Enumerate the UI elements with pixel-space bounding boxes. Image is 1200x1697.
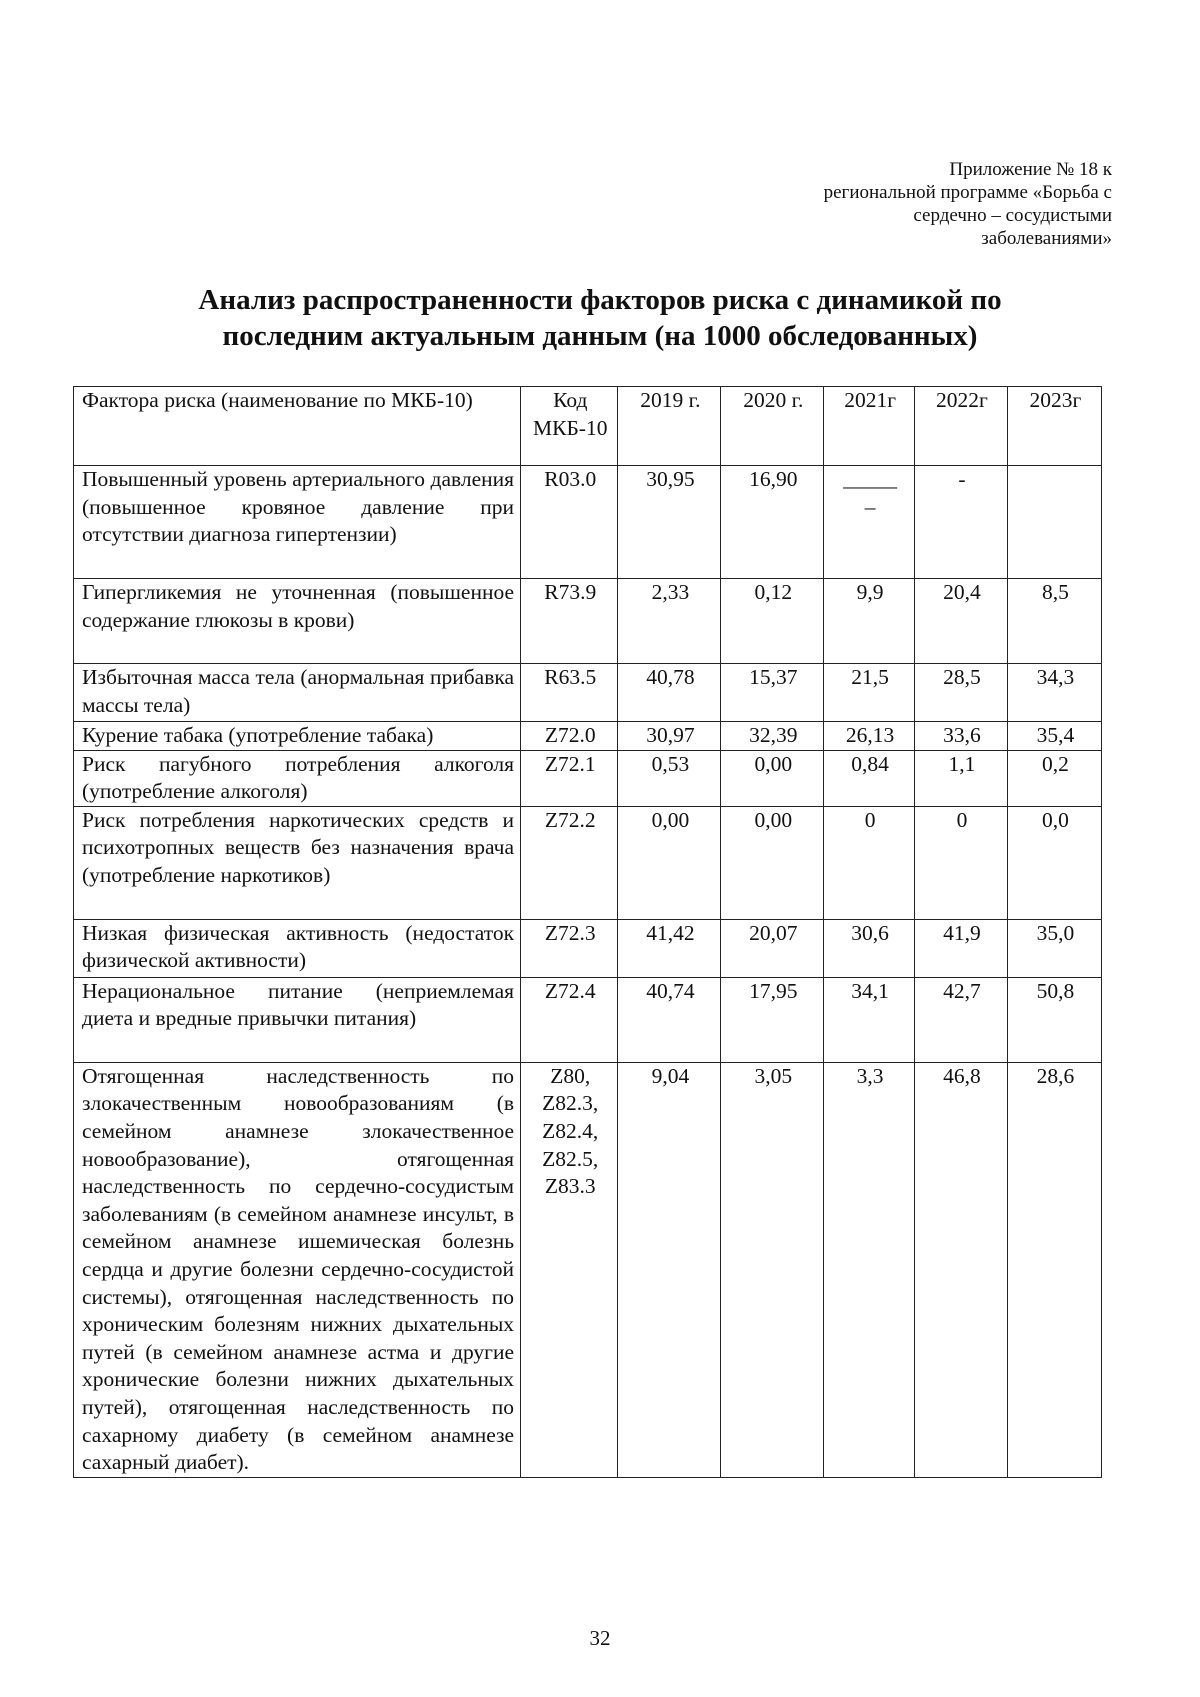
value-2021: 30,6 bbox=[824, 919, 915, 977]
value-2021-dash: – bbox=[864, 494, 876, 519]
value-2019: 0,00 bbox=[618, 806, 721, 919]
value-2019: 30,97 bbox=[618, 722, 721, 751]
value-2022: 42,7 bbox=[914, 977, 1007, 1062]
value-2021 bbox=[824, 466, 915, 579]
value-2022: 46,8 bbox=[914, 1062, 1007, 1477]
factor-name: Риск потребления наркотических средств и психотропных веществ без назначения врача (употребление наркотиков) bbox=[74, 806, 521, 919]
value-2019: 0,53 bbox=[618, 750, 721, 806]
value-2020: 0,12 bbox=[721, 579, 824, 664]
page-number: 32 bbox=[589, 1626, 611, 1650]
value-2023: 0,2 bbox=[1007, 750, 1101, 806]
annex-note bbox=[772, 158, 1112, 250]
value-2020: 32,39 bbox=[721, 722, 824, 751]
title-line: Анализ распространенности факторов риска с динамикой по bbox=[198, 284, 1002, 316]
table-row bbox=[74, 1062, 1102, 1477]
value-2022: 41,9 bbox=[914, 919, 1007, 977]
table-row bbox=[74, 806, 1102, 919]
value-2022: 0 bbox=[914, 806, 1007, 919]
table-header-row bbox=[74, 387, 1102, 466]
value-2020: 0,00 bbox=[721, 806, 824, 919]
header-2020: 2020 г. bbox=[721, 387, 824, 466]
value-2021: 9,9 bbox=[824, 579, 915, 664]
table-row bbox=[74, 664, 1102, 722]
icd-code: Z72.2 bbox=[521, 806, 618, 919]
value-2021: 21,5 bbox=[824, 664, 915, 722]
risk-factors-table bbox=[73, 386, 1102, 1478]
value-2022: 20,4 bbox=[914, 579, 1007, 664]
table-row bbox=[74, 466, 1102, 579]
icd-code: Z72.0 bbox=[521, 722, 618, 751]
value-2023: 34,3 bbox=[1007, 664, 1101, 722]
document-title bbox=[80, 282, 1120, 354]
table-row bbox=[74, 977, 1102, 1062]
header-2019: 2019 г. bbox=[618, 387, 721, 466]
value-2023: 35,4 bbox=[1007, 722, 1101, 751]
value-2020: 17,95 bbox=[721, 977, 824, 1062]
icd-code: Z72.3 bbox=[521, 919, 618, 977]
annex-line: сердечно – сосудистыми bbox=[913, 205, 1112, 226]
value-2023 bbox=[1007, 466, 1101, 579]
annex-line: Приложение № 18 к bbox=[949, 159, 1112, 180]
table-row bbox=[74, 579, 1102, 664]
table-row bbox=[74, 919, 1102, 977]
factor-name: Избыточная масса тела (анормальная прибавка массы тела) bbox=[74, 664, 521, 722]
icd-code: R03.0 bbox=[521, 466, 618, 579]
value-2022: 28,5 bbox=[914, 664, 1007, 722]
header-factor: Фактора риска (наименование по МКБ-10) bbox=[74, 387, 521, 466]
value-2020: 16,90 bbox=[721, 466, 824, 579]
value-2022: 1,1 bbox=[914, 750, 1007, 806]
value-2023: 28,6 bbox=[1007, 1062, 1101, 1477]
factor-name: Отягощенная наследственность по злокачественным новообразованиям (в семейном анамнезе злокачественное новообразование), отягощенная наследственность по сердечно-сосудистым заболеваниям (в семейном анамнезе инсульт, в семейном анамнезе ишемическая болезнь сердца и другие болезни сердечно-сосудистой системы), отягощенная наследственность по хроническим болезням нижних дыхательных путей (в семейном анамнезе астма и другие хронические болезни нижних дыхательных путей), отягощенная наследственность по сахарному диабету (в семейном анамнезе сахарный диабет). bbox=[74, 1062, 521, 1477]
value-2019: 41,42 bbox=[618, 919, 721, 977]
header-code: Код МКБ-10 bbox=[521, 387, 618, 466]
value-2020: 15,37 bbox=[721, 664, 824, 722]
factor-name: Гипергликемия не уточненная (повышенное содержание глюкозы в крови) bbox=[74, 579, 521, 664]
factor-name: Низкая физическая активность (недостаток физической активности) bbox=[74, 919, 521, 977]
value-2020: 3,05 bbox=[721, 1062, 824, 1477]
header-2021: 2021г bbox=[824, 387, 915, 466]
value-2021: 0 bbox=[824, 806, 915, 919]
value-2020: 0,00 bbox=[721, 750, 824, 806]
value-2021-line: _____ bbox=[843, 467, 897, 491]
header-2023: 2023г bbox=[1007, 387, 1101, 466]
value-2019: 2,33 bbox=[618, 579, 721, 664]
title-line: последним актуальным данным (на 1000 обследованных) bbox=[222, 320, 978, 352]
value-2022: - bbox=[914, 466, 1007, 579]
annex-line: региональной программе «Борьба с bbox=[823, 182, 1112, 203]
value-2021: 3,3 bbox=[824, 1062, 915, 1477]
value-2020: 20,07 bbox=[721, 919, 824, 977]
table-row bbox=[74, 722, 1102, 751]
header-2022: 2022г bbox=[914, 387, 1007, 466]
value-2019: 9,04 bbox=[618, 1062, 721, 1477]
icd-code: Z72.1 bbox=[521, 750, 618, 806]
annex-line: заболеваниями» bbox=[981, 228, 1112, 249]
factor-name: Нерациональное питание (неприемлемая диета и вредные привычки питания) bbox=[74, 977, 521, 1062]
value-2021: 26,13 bbox=[824, 722, 915, 751]
table-row bbox=[74, 750, 1102, 806]
icd-code: Z72.4 bbox=[521, 977, 618, 1062]
value-2021: 0,84 bbox=[824, 750, 915, 806]
factor-name: Риск пагубного потребления алкоголя (употребление алкоголя) bbox=[74, 750, 521, 806]
value-2023: 35,0 bbox=[1007, 919, 1101, 977]
icd-code: R63.5 bbox=[521, 664, 618, 722]
value-2019: 40,74 bbox=[618, 977, 721, 1062]
value-2022: 33,6 bbox=[914, 722, 1007, 751]
value-2019: 40,78 bbox=[618, 664, 721, 722]
value-2019: 30,95 bbox=[618, 466, 721, 579]
icd-code: R73.9 bbox=[521, 579, 618, 664]
value-2023: 8,5 bbox=[1007, 579, 1101, 664]
icd-code: Z80, Z82.3, Z82.4, Z82.5, Z83.3 bbox=[521, 1062, 618, 1477]
value-2023: 50,8 bbox=[1007, 977, 1101, 1062]
factor-name: Курение табака (употребление табака) bbox=[74, 722, 521, 751]
factor-name: Повышенный уровень артериального давления (повышенное кровяное давление при отсутствии диагноза гипертензии) bbox=[74, 466, 521, 579]
value-2021: 34,1 bbox=[824, 977, 915, 1062]
value-2023: 0,0 bbox=[1007, 806, 1101, 919]
